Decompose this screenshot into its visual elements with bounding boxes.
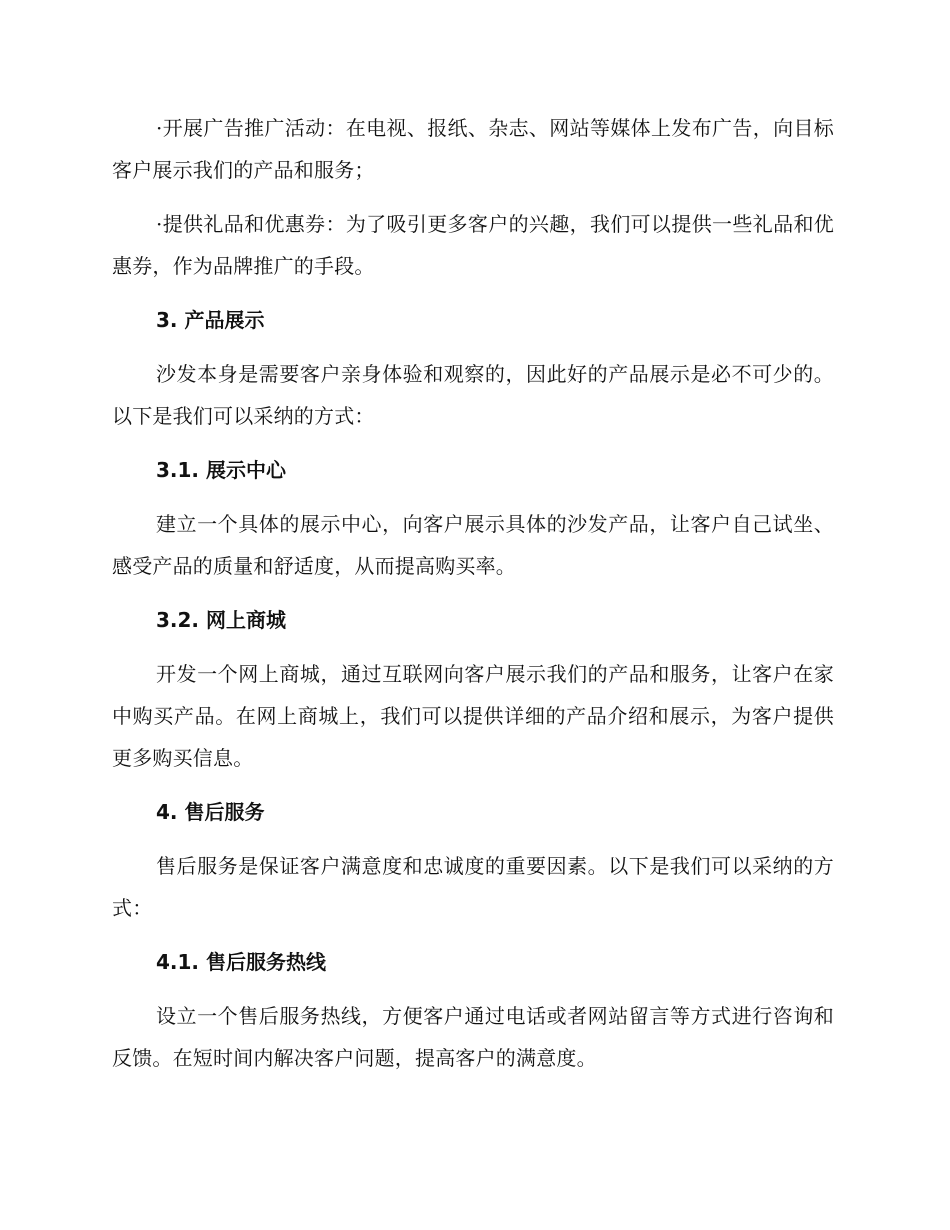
section-4-paragraph: 售后服务是保证客户满意度和忠诚度的重要因素。以下是我们可以采纳的方式： bbox=[112, 854, 834, 920]
bullet-gifts-coupons: ·提供礼品和优惠券：为了吸引更多客户的兴趣，我们可以提供一些礼品和优惠券，作为品牌推广的手段。 bbox=[112, 212, 834, 278]
section-3-1-paragraph: 建立一个具体的展示中心，向客户展示具体的沙发产品，让客户自己试坐、感受产品的质量和舒适度，从而提高购买率。 bbox=[112, 512, 834, 578]
section-4-1-heading: 4.1. 售后服务热线 bbox=[156, 950, 326, 974]
bullet-advertising: ·开展广告推广活动：在电视、报纸、杂志、网站等媒体上发布广告，向目标客户展示我们的产品和服务； bbox=[112, 116, 834, 182]
section-4-1-paragraph: 设立一个售后服务热线，方便客户通过电话或者网站留言等方式进行咨询和反馈。在短时间内解决客户问题，提高客户的满意度。 bbox=[112, 1004, 834, 1070]
section-3-1-heading: 3.1. 展示中心 bbox=[156, 458, 286, 482]
section-3-heading: 3. 产品展示 bbox=[156, 308, 265, 332]
section-3-paragraph: 沙发本身是需要客户亲身体验和观察的，因此好的产品展示是必不可少的。以下是我们可以采纳的方式： bbox=[112, 362, 834, 428]
section-3-2-paragraph: 开发一个网上商城，通过互联网向客户展示我们的产品和服务，让客户在家中购买产品。在网上商城上，我们可以提供详细的产品介绍和展示，为客户提供更多购买信息。 bbox=[112, 662, 834, 770]
section-3-2-heading: 3.2. 网上商城 bbox=[156, 608, 286, 632]
section-4-heading: 4. 售后服务 bbox=[156, 800, 265, 824]
document-page bbox=[112, 107, 834, 1079]
